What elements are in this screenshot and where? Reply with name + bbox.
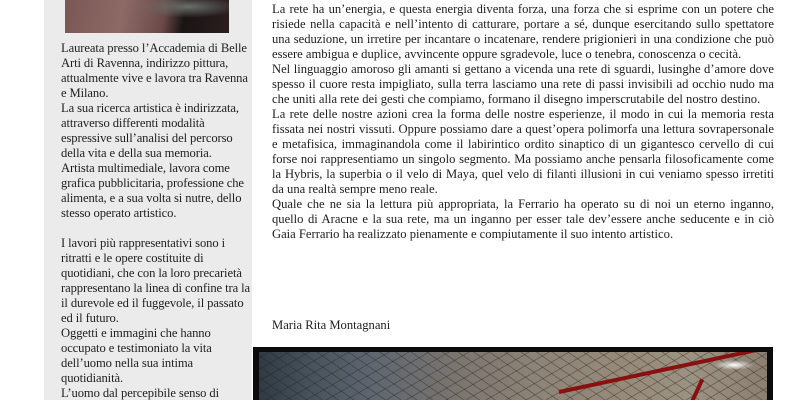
bio-paragraph: L’uomo dal percepibile senso di (61, 386, 220, 400)
bio-paragraph: Laureata presso l’Accademia di Belle Arti di Ravenna, indirizzo pittura, attualmente vive e lavora tra Ravenna e Milano. (61, 41, 248, 100)
bio-paragraph: Oggetti e immagini che hanno occupato e testimoniato la vita dell’uomo nella sua intima quotidianità. (61, 326, 212, 385)
installation-photo (253, 347, 773, 400)
installation-photo-image (259, 352, 767, 400)
essay-paragraph: Nel linguaggio amoroso gli amanti si gettano a vicenda una rete di sguardi, lusinghe d’amore dove spesso il cuore resta impigliato, sulla terra lasciamo una rete di passi invisibili ad occhio nudo ma che uniti alla rete dei gesti che compiamo, formano il disegno imperscrutabile del nostro destino. (272, 62, 774, 106)
paragraph-spacer (61, 221, 251, 236)
essay-paragraph: La rete delle nostre azioni crea la forma delle nostre esperienze, il modo in cui la memoria resta fissata nei nostri vissuti. Oppure possiamo dare a quest’opera polimorfa una lettura sovrapersonale e metafisica, immaginandola come il labirintico ordito sinaptico di un gigantesco cervello di cui forse noi rappresentiamo un singolo segmento. Ma possiamo anche pensarla filosoficamente come la Hybris, la superbia o il velo di Maya, quel velo di filanti illusioni in cui veniamo spesso irretiti da una realtà sempre meno reale. (272, 107, 774, 196)
bio-paragraph: I lavori più rappresentativi sono i ritratti e le opere costituite di quotidiani, che con la loro precarietà rappresentano la linea di confine tra la il durevole ed il fuggevole, il passato ed il futuro. (61, 236, 251, 325)
net-texture (259, 352, 767, 400)
bio-paragraph: La sua ricerca artistica è indirizzata, attraverso differenti modalità espressive sull’analisi del percorso della vita e della sua memoria. (61, 101, 239, 160)
artist-bio-sidebar (44, 0, 252, 400)
artist-bio-text (61, 41, 251, 401)
ceiling-light (714, 360, 754, 370)
essay-paragraph: La rete ha un’energia, e questa energia diventa forza, una forza che si esprime con un potere che risiede nella capacità e nell’intento di catturare, portare a sé, dunque esercitando sullo spettatore una seduzione, un irretire per incantare o incatenare, rendere prigionieri in una condizione che può essere ambigua e duplice, avvincente oppure sgradevole, luce o tenebra, conoscenza o cecità. (272, 2, 774, 61)
essay-paragraph: Quale che ne sia la lettura più appropriata, la Ferrario ha operato su di noi un eterno inganno, quello di Aracne e la sua rete, ma un inganno per esser tale dev’essere anche seducente e in ciò Gaia Ferrario ha realizzato pienamente e compiutamente il suo intento artistico. (272, 197, 774, 241)
artist-portrait-image (65, 0, 229, 33)
bio-paragraph: Artista multimediale, lavora come grafica pubblicitaria, professione che alimenta, e a sua volta si nutre, dello stesso operato artistico. (61, 161, 244, 220)
critical-essay-text (272, 2, 774, 242)
essay-author: Maria Rita Montagnani (272, 318, 391, 332)
